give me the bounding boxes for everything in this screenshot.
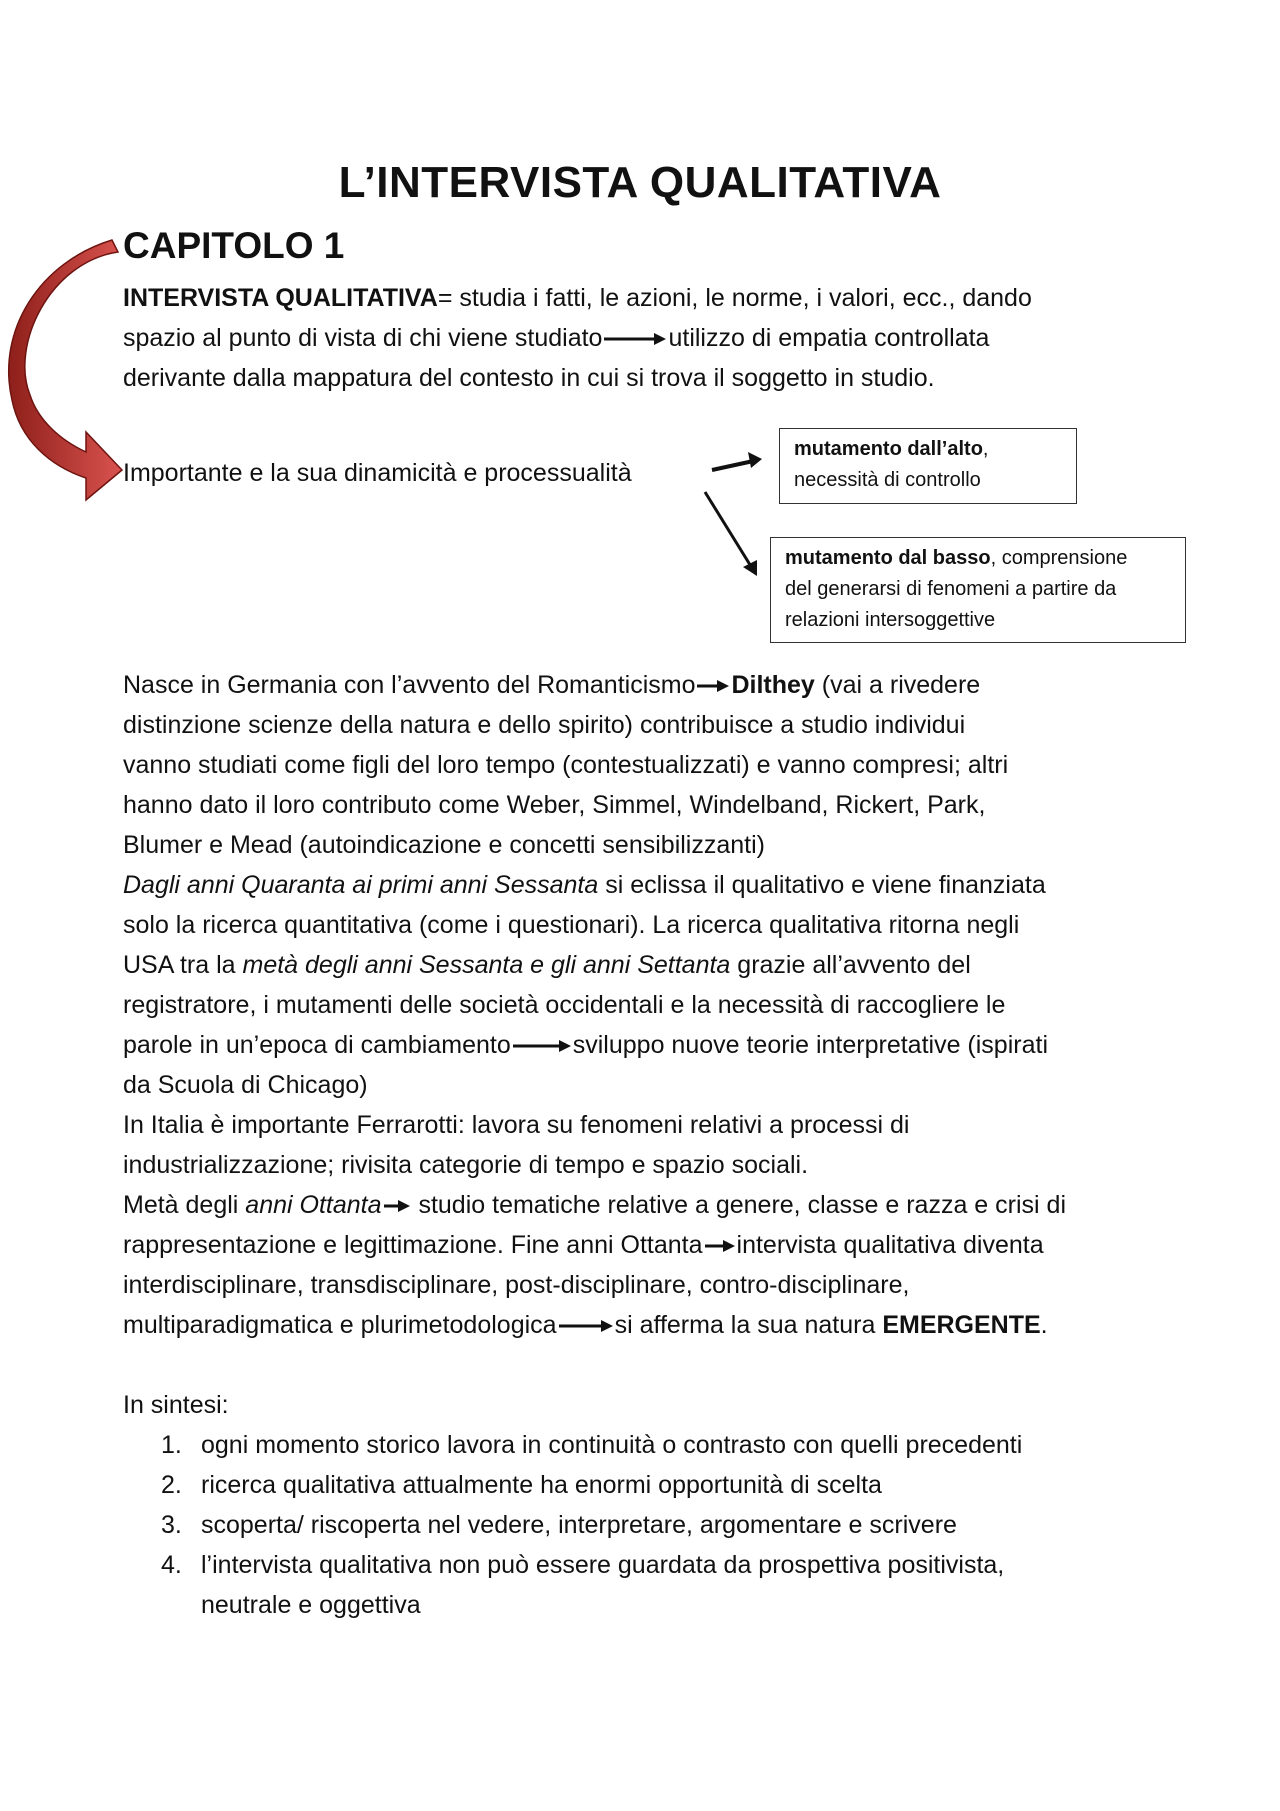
summary-item: [161, 1465, 1022, 1505]
definition-text: = studia i fatti, le azioni, le norme, i valori, ecc., dando: [437, 284, 1032, 312]
document-title: L’INTERVISTA QUALITATIVA: [338, 158, 942, 207]
history-text: Nasce in Germania con l’avvento del Romanticismo: [123, 671, 696, 699]
history-line: registratore, i mutamenti delle società occidentali e la necessità di raccogliere le: [123, 991, 1006, 1019]
arrow-right-icon: [703, 1239, 737, 1253]
history-italic: anni Ottanta: [245, 1191, 382, 1219]
box-text: necessità di controllo: [794, 469, 981, 491]
definition-line: [123, 318, 1032, 358]
list-number: 1.: [161, 1431, 182, 1459]
definition-term: INTERVISTA QUALITATIVA: [123, 284, 438, 312]
history-line: interdisciplinare, transdisciplinare, post-disciplinare, contro-disciplinare,: [123, 1271, 910, 1299]
history-text: USA tra la: [123, 951, 243, 979]
history-paragraph: [123, 665, 1066, 1345]
history-text: grazie all’avvento del: [730, 951, 971, 979]
history-text: studio tematiche relative a genere, classe e razza e crisi di: [411, 1191, 1066, 1219]
arrow-right-icon: [382, 1199, 412, 1213]
box-text: , comprensione: [990, 547, 1128, 569]
summary-item: [161, 1545, 1022, 1625]
list-number: 4.: [161, 1551, 182, 1579]
history-text: multiparadigmatica e plurimetodologica: [123, 1311, 557, 1339]
history-line: [123, 1185, 1066, 1225]
summary-item: [161, 1425, 1023, 1465]
importance-text: Importante e la sua dinamicità e processualità: [123, 459, 632, 487]
box-text: relazioni intersoggettive: [785, 609, 996, 631]
definition-text: spazio al punto di vista di chi viene studiato: [123, 324, 603, 352]
summary-intro: In sintesi:: [123, 1391, 229, 1419]
history-text: rappresentazione e legittimazione. Fine anni Ottanta: [123, 1231, 703, 1259]
history-line: [123, 1225, 1066, 1265]
box-text: del generarsi di fenomeni a partire da: [785, 578, 1117, 600]
history-italic: metà degli anni Sessanta e gli anni Settanta: [242, 951, 731, 979]
arrow-right-icon: [557, 1319, 615, 1333]
history-italic: Dagli anni Quaranta ai primi anni Sessanta: [123, 871, 599, 899]
history-line: distinzione scienze della natura e dello spirito) contribuisce a studio individui: [123, 711, 966, 739]
history-line: da Scuola di Chicago): [123, 1071, 368, 1099]
history-line: [123, 1025, 1066, 1065]
summary-item: [161, 1505, 1022, 1545]
box-text: ,: [982, 438, 989, 460]
summary-item-text: ogni momento storico lavora in continuità o contrasto con quelli precedenti: [201, 1431, 1023, 1459]
history-line: In Italia è importante Ferrarotti: lavora su fenomeni relativi a processi di: [123, 1111, 910, 1139]
summary-list: [123, 1425, 1022, 1625]
summary-item-text: neutrale e oggettiva: [201, 1591, 421, 1619]
box-mutamento-basso: [770, 537, 1186, 643]
history-line: [123, 865, 1066, 905]
history-line: solo la ricerca quantitativa (come i questionari). La ricerca qualitativa ritorna negli: [123, 911, 1020, 939]
arrow-right-icon: [695, 679, 731, 693]
history-text: sviluppo nuove teorie interpretative (ispirati: [572, 1031, 1048, 1059]
history-line: [123, 945, 1066, 985]
arrow-right-icon: [602, 332, 668, 346]
history-line: [123, 1305, 1066, 1345]
history-text: Metà degli: [123, 1191, 246, 1219]
arrow-right-icon: [511, 1039, 573, 1053]
history-line: hanno dato il loro contributo come Weber, Simmel, Windelband, Rickert, Park,: [123, 791, 986, 819]
definition-text: utilizzo di empatia controllata: [668, 324, 990, 352]
history-text: (vai a rivedere: [814, 671, 981, 699]
history-line: vanno studiati come figli del loro tempo (contestualizzati) e vanno compresi; altri: [123, 751, 1009, 779]
list-number: 2.: [161, 1471, 182, 1499]
box-mutamento-alto: [779, 428, 1077, 504]
definition-line: [123, 278, 1032, 318]
history-line: Blumer e Mead (autoindicazione e concetti sensibilizzanti): [123, 831, 765, 859]
history-text: si eclissa il qualitativo e viene finanziata: [598, 871, 1046, 899]
chapter-heading: CAPITOLO 1: [123, 225, 345, 266]
history-text: .: [1040, 1311, 1048, 1339]
summary-item-text: l’intervista qualitativa non può essere guardata da prospettiva positivista,: [201, 1551, 1005, 1579]
history-line: industrializzazione; rivisita categorie di tempo e spazio sociali.: [123, 1151, 809, 1179]
definition-line: derivante dalla mappatura del contesto in cui si trova il soggetto in studio.: [123, 364, 935, 392]
emergente-word: EMERGENTE: [882, 1311, 1041, 1339]
dilthey-name: Dilthey: [731, 671, 815, 699]
history-text: parole in un’epoca di cambiamento: [123, 1031, 511, 1059]
history-line: [123, 665, 1066, 705]
definition-paragraph: [123, 278, 1032, 398]
history-text: intervista qualitativa diventa: [736, 1231, 1044, 1259]
list-number: 3.: [161, 1511, 182, 1539]
summary-item-text: ricerca qualitativa attualmente ha enormi opportunità di scelta: [201, 1471, 882, 1499]
box-bold-text: mutamento dal basso: [785, 547, 991, 569]
summary-item-text: scoperta/ riscoperta nel vedere, interpretare, argomentare e scrivere: [201, 1511, 957, 1539]
history-text: si afferma la sua natura: [614, 1311, 883, 1339]
box-bold-text: mutamento dall’alto: [794, 438, 983, 460]
